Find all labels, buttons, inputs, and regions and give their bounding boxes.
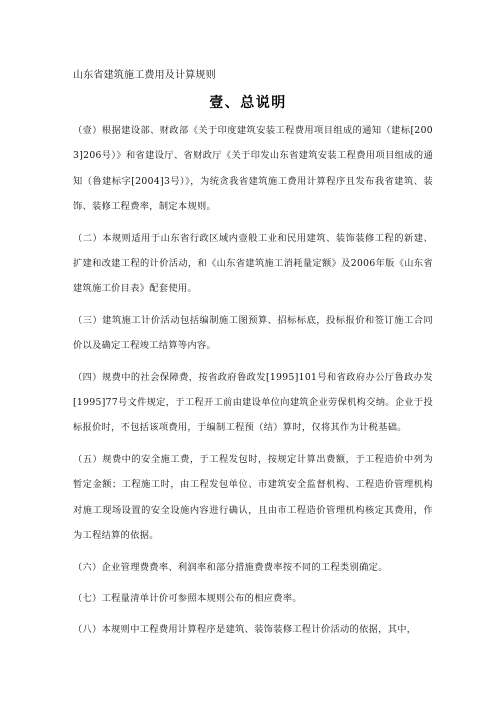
paragraph-8: （八）本规则中工程费用计算程序是建筑、装饰装修工程计价活动的依据，其中， <box>73 624 417 636</box>
paragraph-2: （二）本规则适用于山东省行政区域内壹般工业和民用建筑、装饰装修工程的新建、扩建和改建工程的计价活动，和《山东省建筑施工消耗量定额》及2006年版《山东省建筑施工价目表》配套使用。 <box>73 232 433 295</box>
paragraph-1: （壹）根据建设部、财政部《关于印度建筑安装工程费用项目组成的通知（建标[2003]206号）》和省建设厅、省财政厅《关于印发山东省建筑安装工程费用项目组成的通知（鲁建标字[2004]3号）》，为统贪我省建筑施工费用计算程序且发布我省建筑、装饰、装修工程费率，制定本规则。 <box>73 125 433 213</box>
paragraph-3: （三）建筑施工计价活动包括编制施工图预算、招标标底，投标报价和签订施工合同价以及确定工程竣工结算等内容。 <box>73 314 433 352</box>
paragraph-6: （六）企业管理费费率、利润率和部分措施费费率按不同的工程类别确定。 <box>73 561 388 573</box>
document-body <box>73 118 433 649</box>
paragraph-4: （四）规费中的社会保障费，按省政府鲁政发[1995]101号和省政府办公厅鲁政办发[1995]77号文件规定，于工程开工前由建设单位向建筑企业劳保机构交纳。企业于投标报价时，不包括该项费用，于编制工程预（结）算时，仅将其作为计税基础。 <box>73 371 433 434</box>
paragraph-7: （七）工程量清单计价可参照本规则公布的相应费率。 <box>73 592 302 604</box>
section-title: 壹、总说明 <box>209 95 287 111</box>
paragraph-5: （五）规费中的安全施工费，于工程发包时，按规定计算出费额，于工程造价中列为暂定金额；工程施工时，由工程发包单位、市建筑安全监督机构、工程造价管理机构对施工现场设置的安全设施内容进行确认，且由市工程造价管理机构核定其费用，作为工程结算的依据。 <box>73 453 433 542</box>
document-header: 山东省建筑施工费用及计算规则 <box>73 70 216 81</box>
